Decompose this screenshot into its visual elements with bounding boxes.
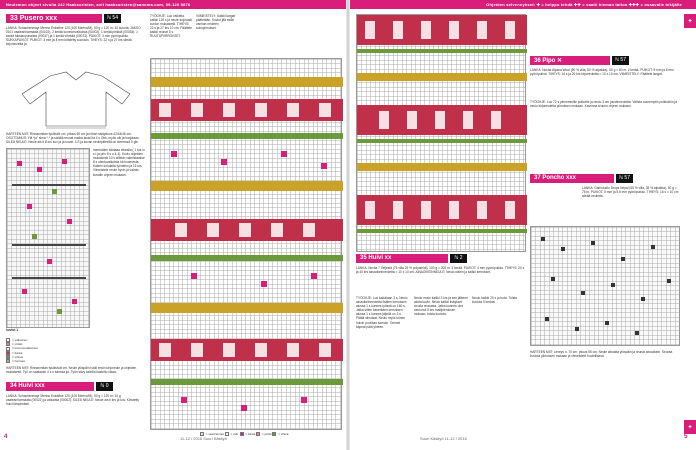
pattern-33-notes: HARTEEN MIIT: Rinnanmitan tyköisivät cm. Neule ylöspäin halki ensin kirjoneule ja ohjeiden mukaisesti. Työ on saatavan 4 s n kanssa joi. Työn sävy kaikilla kasteltu vikaa. [6,366,137,375]
legend-item: = valk. [225,432,239,436]
side-tab: ✚ [684,14,696,28]
page-number-right: 5 [684,434,688,440]
pattern-36-title: 36 Pipo ✕ [530,56,610,65]
chart-34-motifs [151,59,343,431]
legend-item: = vaal.harmaa [200,432,224,436]
pattern-35-instructions: TYÖOHJE: Luo kaikkiaan 3 s. Neulo ainaoikeinneuletta lisäten kerroksen alussa 1 s kunnes työssä on 160 s. Jatka sitten kaventaen kerroksen alussa 1 s kunnes jäljellä on 3 s. Päätä silmukat. Neulo myös toinen huivin puolikas samoin. Ommel kapeat päät yhteen. [356,296,408,329]
pattern-36-badge: ℕ 57 [612,56,629,65]
pattern-37-title: 37 Poncho xxx [530,174,614,183]
pattern-35-title: 35 Huivi xx [356,254,448,263]
page-number-left: 4 [4,434,8,440]
pattern-36-instructions: TYÖOHJE: Luo 72 s pienemmille puikoille ja neulo 3 cm joustinneuletta. Vaihda suurempiin puikkoihin ja neulo kirjoneuletta piirroksen mukaan. Kavenna kruunu ohjeen mukaan. [530,100,677,109]
pattern-33-materials: LANKA: Schachenmayr Merino Extrafine 120 (100 Merino/M), 50 g = 120 m: 10 koloria; JAKSO 0101 vaaleanharmaala (00022), 2 kerää luonnonvalkoista (00002), 1 kerää pinkkiä (00035). 1 kerää fuksianpunaista (00037) ja 1 kerää vihreää (00073). PUIKOT: 3 mm pyöröpuikko. SUKKAPUIKOT. PUIKOT: 3 mm ja 4 mm kiristetty suoraan. TIHEYS: 22 s ja 27 krs sileää kirjoneuletta ja. [6,26,141,47]
page-spine [346,0,350,450]
pattern-33-instructions: mentoiden toistaaa oikealla ( 1 krs lo s t ja prin 8 s o 4-4). Kuvio ohjeiden mukaisesti 10 s sillekin valmistaakse 8 s olentovalkoista kä huamesta. Kaiken kohdalta työnteko ja 15 krs. Viimeistele neule hyvin ja valmis kuvaile ohjeen mukaan. [93,148,145,177]
knitting-chart-35 [356,14,526,252]
footer-left: 11-12 / 2016 Suuri Käsityö [180,436,227,441]
chart-37-motifs [531,227,681,347]
pattern-33-title: 33 Pusero xxx [6,14,102,23]
pattern-37-materials: LANKA: Garnstudio Drops Nepal (65 % villa, 35 % alpakka), 50 g = 75 m. PUIKOT: 5 mm ja 5,5 mm pyöröpuikko. TIHEYS: 16 s = 10 cm sileää neuletta. [582,186,679,199]
legend-item: = luonnonvalkoinen [6,346,90,350]
pattern-34-title: 34 Huivi xxx [6,382,94,391]
footer-right: Suuri Käsityö 11-12 / 2016 [420,436,467,441]
pattern-34-badge: ℕ 0 [96,382,113,391]
pattern-37-instructions: HARTEEN MIIT: Leveys n. 70 cm, pituus 55 cm. Neule alhaalta ylöspäin ja reunat ainaoikein. Seuraa kuviota piirroksen mukaan ja viimeistele huolellisesti. [530,350,673,359]
chart-33-legend [6,338,90,363]
legend-item: = harmaa [6,359,90,363]
pattern-35-instructions-2: Neulo ensin kaikki 3 krs ja sen jälkeen aloita kuvio. Neulo kaikki lisäykset sivulla reunasta. Jatka kunnes olet neulonut 5 krs mallipiirroksen mukaan, toista kuviota. [414,296,468,317]
legend-item: = fuksia [6,351,90,355]
header-left-text: Neulemon ohjeet sivulla 242 Haaksoristen, avit haaksoristen@sanoma.com, 09-120 5876 [6,2,191,7]
pattern-34-materials: LANKA: Schachenmayr Merino Extrafine 120 (100 Merino/M), 50 g = 120 m: 10 g vaaleanharmaata (00022) ja valkoista (00002). SILEÄ NEULE: Neule ais ti krs ja kuv. Kiristetty huivi lämpimästi. [6,394,139,407]
knitting-chart-33 [6,148,90,328]
legend-item: = vihreä [6,355,90,359]
legend-item: = fuksia [240,432,256,436]
chart-33-motifs [7,149,91,329]
chart-35-motifs [357,15,527,253]
legend-item: = valkoinen [6,338,90,342]
pattern-37-badge: ℕ 57 [616,174,633,183]
pattern-36-materials: LANKA: Novita Alpaca Wool (50 % villa, 50 % alpakka), 50 g = 60 m: 2 kerää. PUIKOT: 5 mm ja 6 mm pyöröpuikot. TIHEYS: 14 s ja 20 krs kirjoneuletta = 10 x 10 cm. VIIMEISTELY: Päättele langat. [530,68,674,77]
pattern-35-instructions-3: Neulo kaikki 20 s ja huivi. Toista kuviota 5 kertaa. [472,296,517,305]
chart-33-caption: kuviot 1 [6,328,19,332]
pattern-34-instructions: TYÖOHJE: Luo vaikeita kaikki 120 s ja neule sujuvasti kuvion mukaisesti. TIHEYS: 22 s ja 27 krs 10 cm. Päättele kaikki reunat 5 s. RUUTUPIIRROKSET [150,14,192,39]
sweater-schematic [10,70,144,130]
knitting-chart-34 [150,58,342,430]
pattern-33-measurements: HARTEEN MIIT: Rinnanmitan tyköistöt cm, pituus 60 cm ja hihan sisäpituus 42/44/46 cm. OSOTTAMUS: Ylä *ja" sima *-* ja sisältä reunat maiha lavat Ita 4 s Obs, myös oik ja harjotaan. SILEÄ NEULE: Neule ais ti 8 krs kuv ja ja kuvat. 4.S ja kuvan neulepiiteellä on kierressä 0 gle. [6,132,140,145]
pattern-34-finishing: VIIMEISTELY: Kaikki langat päätetään. Kuviot jää esille vanhan neuleen sukupiirrokset. [196,14,236,31]
pattern-35-materials: LANKA: Novita 7 Veljestä (75 villa 25 % polyamidi), 100 g = 200 m: 3 kerää. PUIKOT: 4 mm pyöröpuikko. TIHEYS: 20 s ja 40 krs ainaoikeinneuletta = 10 x 10 cm. AINAOIKEINNEULE: Neulo oikein ja kaikki kerrokset. [356,266,525,275]
header-right-text: Ohjeiden selvennykset: ✚ = helppo tehdä ✚✚ = vaatii hieman taitoa ✚✚✚ = osaavalle tekijälle [486,2,682,7]
legend-item: = pinkki [256,432,272,436]
knitting-chart-37 [530,226,680,346]
legend-item: = vihreä [272,432,288,436]
legend-item: = pinkki [6,342,90,346]
side-tab-bottom: ✚ [684,420,696,434]
pattern-33-badge: ℕ 54 [104,14,121,23]
pattern-35-badge: ℕ 2 [450,254,467,263]
